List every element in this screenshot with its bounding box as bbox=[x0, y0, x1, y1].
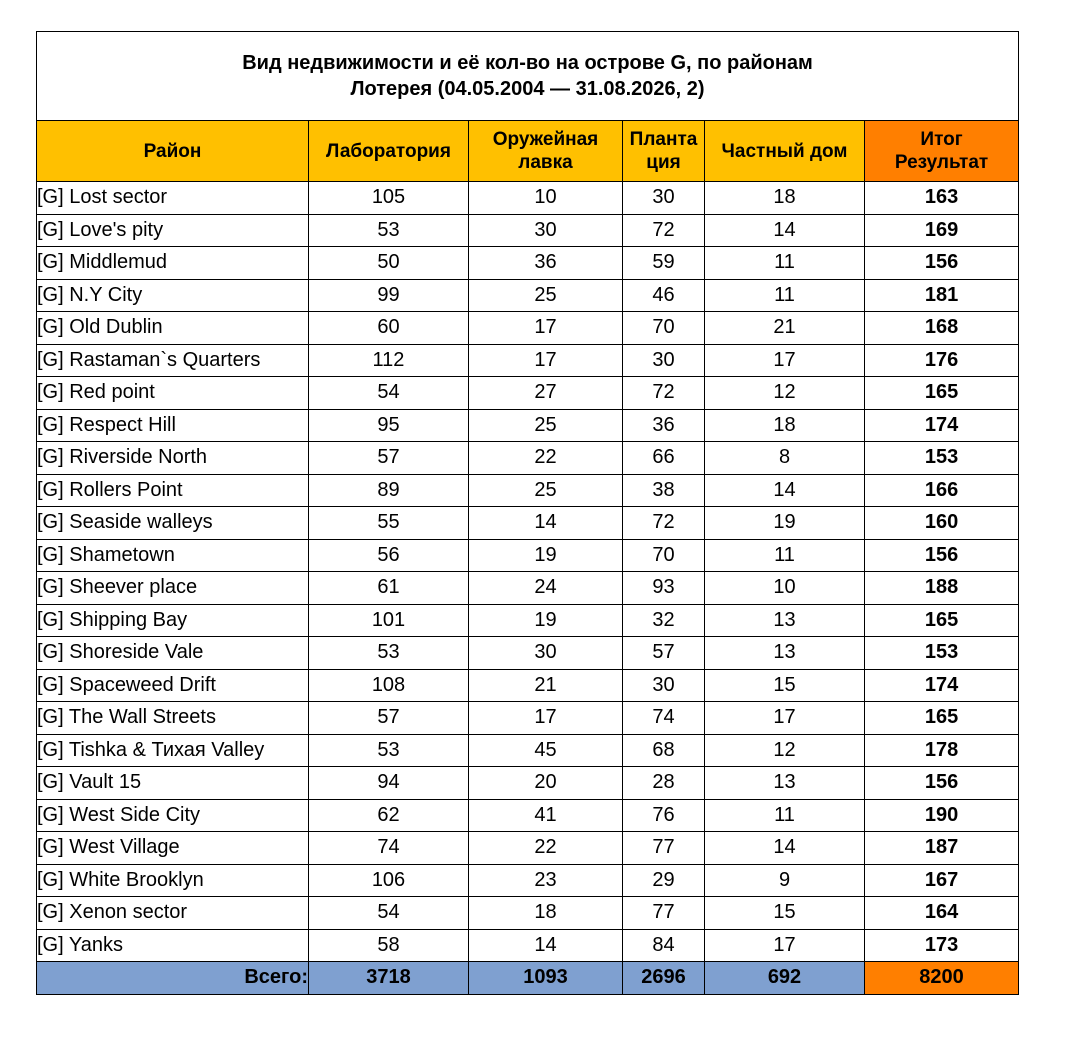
total-cell: 181 bbox=[865, 279, 1019, 312]
total-cell: 190 bbox=[865, 799, 1019, 832]
table-body bbox=[37, 182, 1019, 962]
gun-shop-cell: 24 bbox=[469, 572, 623, 605]
summary-plantation: 2696 bbox=[623, 962, 705, 995]
house-cell: 14 bbox=[705, 214, 865, 247]
total-cell: 174 bbox=[865, 409, 1019, 442]
table-row bbox=[37, 604, 1019, 637]
plantation-cell: 70 bbox=[623, 539, 705, 572]
house-cell: 11 bbox=[705, 799, 865, 832]
summary-lab: 3718 bbox=[309, 962, 469, 995]
district-cell: [G] Shametown bbox=[37, 539, 309, 572]
plantation-cell: 46 bbox=[623, 279, 705, 312]
table-row bbox=[37, 734, 1019, 767]
lab-cell: 55 bbox=[309, 507, 469, 540]
total-cell: 167 bbox=[865, 864, 1019, 897]
total-cell: 169 bbox=[865, 214, 1019, 247]
total-cell: 156 bbox=[865, 539, 1019, 572]
total-cell: 168 bbox=[865, 312, 1019, 345]
table-row bbox=[37, 702, 1019, 735]
gun-shop-cell: 14 bbox=[469, 929, 623, 962]
gun-shop-cell: 10 bbox=[469, 182, 623, 215]
total-cell: 178 bbox=[865, 734, 1019, 767]
lab-cell: 94 bbox=[309, 767, 469, 800]
total-cell: 176 bbox=[865, 344, 1019, 377]
house-cell: 17 bbox=[705, 344, 865, 377]
total-cell: 173 bbox=[865, 929, 1019, 962]
gun-shop-cell: 25 bbox=[469, 474, 623, 507]
column-header-lab: Лабоpатоpия bbox=[309, 121, 469, 182]
table-row bbox=[37, 312, 1019, 345]
district-cell: [G] Tishka & Тихая Valley bbox=[37, 734, 309, 767]
column-header-house: Частный дом bbox=[705, 121, 865, 182]
house-cell: 11 bbox=[705, 539, 865, 572]
table-row bbox=[37, 474, 1019, 507]
gun-shop-cell: 41 bbox=[469, 799, 623, 832]
plantation-cell: 32 bbox=[623, 604, 705, 637]
plantation-cell: 36 bbox=[623, 409, 705, 442]
table-row bbox=[37, 539, 1019, 572]
house-cell: 10 bbox=[705, 572, 865, 605]
plantation-cell: 72 bbox=[623, 377, 705, 410]
district-cell: [G] Old Dublin bbox=[37, 312, 309, 345]
lab-cell: 112 bbox=[309, 344, 469, 377]
district-cell: [G] Rollers Point bbox=[37, 474, 309, 507]
plantation-cell: 77 bbox=[623, 897, 705, 930]
district-cell: [G] Sheever place bbox=[37, 572, 309, 605]
table-row bbox=[37, 864, 1019, 897]
district-cell: [G] Vault 15 bbox=[37, 767, 309, 800]
plantation-cell: 28 bbox=[623, 767, 705, 800]
plantation-cell: 84 bbox=[623, 929, 705, 962]
total-cell: 165 bbox=[865, 377, 1019, 410]
summary-gun-shop: 1093 bbox=[469, 962, 623, 995]
house-cell: 12 bbox=[705, 734, 865, 767]
district-cell: [G] Yanks bbox=[37, 929, 309, 962]
lab-cell: 58 bbox=[309, 929, 469, 962]
plantation-cell: 74 bbox=[623, 702, 705, 735]
total-cell: 166 bbox=[865, 474, 1019, 507]
summary-row bbox=[37, 962, 1019, 995]
lab-cell: 108 bbox=[309, 669, 469, 702]
total-cell: 165 bbox=[865, 604, 1019, 637]
plantation-cell: 68 bbox=[623, 734, 705, 767]
plantation-cell: 72 bbox=[623, 507, 705, 540]
gun-shop-cell: 25 bbox=[469, 409, 623, 442]
table-row bbox=[37, 799, 1019, 832]
house-cell: 11 bbox=[705, 279, 865, 312]
house-cell: 15 bbox=[705, 669, 865, 702]
gun-shop-cell: 22 bbox=[469, 832, 623, 865]
gun-shop-cell: 22 bbox=[469, 442, 623, 475]
gun-shop-cell: 45 bbox=[469, 734, 623, 767]
table-row bbox=[37, 767, 1019, 800]
plantation-cell: 66 bbox=[623, 442, 705, 475]
lab-cell: 53 bbox=[309, 214, 469, 247]
gun-shop-cell: 30 bbox=[469, 214, 623, 247]
gun-shop-cell: 18 bbox=[469, 897, 623, 930]
district-cell: [G] Shipping Bay bbox=[37, 604, 309, 637]
lab-cell: 89 bbox=[309, 474, 469, 507]
total-cell: 153 bbox=[865, 442, 1019, 475]
district-cell: [G] West Side City bbox=[37, 799, 309, 832]
total-cell: 156 bbox=[865, 767, 1019, 800]
district-cell: [G] Xenon sector bbox=[37, 897, 309, 930]
gun-shop-cell: 19 bbox=[469, 604, 623, 637]
gun-shop-cell: 21 bbox=[469, 669, 623, 702]
house-cell: 18 bbox=[705, 182, 865, 215]
table-row bbox=[37, 929, 1019, 962]
table-row bbox=[37, 507, 1019, 540]
gun-shop-cell: 36 bbox=[469, 247, 623, 280]
table-row bbox=[37, 214, 1019, 247]
plantation-cell: 77 bbox=[623, 832, 705, 865]
plantation-cell: 30 bbox=[623, 669, 705, 702]
lab-cell: 60 bbox=[309, 312, 469, 345]
plantation-header-line-2: ция bbox=[646, 152, 681, 173]
house-cell: 12 bbox=[705, 377, 865, 410]
house-cell: 14 bbox=[705, 832, 865, 865]
total-cell: 187 bbox=[865, 832, 1019, 865]
plantation-cell: 29 bbox=[623, 864, 705, 897]
total-cell: 163 bbox=[865, 182, 1019, 215]
table-row bbox=[37, 377, 1019, 410]
total-cell: 188 bbox=[865, 572, 1019, 605]
lab-cell: 61 bbox=[309, 572, 469, 605]
title-line-2: Лотерея (04.05.2004 — 31.08.2026, 2) bbox=[350, 78, 705, 100]
plantation-cell: 38 bbox=[623, 474, 705, 507]
gun-shop-cell: 17 bbox=[469, 312, 623, 345]
house-cell: 8 bbox=[705, 442, 865, 475]
district-cell: [G] Rastaman`s Quarters bbox=[37, 344, 309, 377]
district-cell: [G] Respect Hill bbox=[37, 409, 309, 442]
summary-grand-total: 8200 bbox=[865, 962, 1019, 995]
column-header-district: Район bbox=[37, 121, 309, 182]
table-row bbox=[37, 247, 1019, 280]
table-row bbox=[37, 279, 1019, 312]
gun-shop-header-line-1: Оружейная bbox=[492, 129, 599, 150]
house-cell: 19 bbox=[705, 507, 865, 540]
district-cell: [G] White Brooklyn bbox=[37, 864, 309, 897]
plantation-cell: 70 bbox=[623, 312, 705, 345]
lab-cell: 62 bbox=[309, 799, 469, 832]
total-cell: 160 bbox=[865, 507, 1019, 540]
table-row bbox=[37, 182, 1019, 215]
house-cell: 18 bbox=[705, 409, 865, 442]
table-title bbox=[37, 32, 1019, 121]
table-row bbox=[37, 897, 1019, 930]
lab-cell: 74 bbox=[309, 832, 469, 865]
plantation-cell: 93 bbox=[623, 572, 705, 605]
lab-cell: 56 bbox=[309, 539, 469, 572]
house-cell: 13 bbox=[705, 767, 865, 800]
column-header-gun-shop bbox=[469, 121, 623, 182]
house-cell: 13 bbox=[705, 604, 865, 637]
plantation-cell: 59 bbox=[623, 247, 705, 280]
district-cell: [G] Shoreside Vale bbox=[37, 637, 309, 670]
column-header-plantation bbox=[623, 121, 705, 182]
gun-shop-cell: 17 bbox=[469, 344, 623, 377]
lab-cell: 99 bbox=[309, 279, 469, 312]
header-row bbox=[37, 121, 1019, 182]
lab-cell: 54 bbox=[309, 377, 469, 410]
district-cell: [G] Middlemud bbox=[37, 247, 309, 280]
gun-shop-header-line-2: лавка bbox=[518, 152, 573, 173]
house-cell: 17 bbox=[705, 929, 865, 962]
district-cell: [G] Red point bbox=[37, 377, 309, 410]
table-row bbox=[37, 832, 1019, 865]
house-cell: 9 bbox=[705, 864, 865, 897]
district-cell: [G] Seaside walleys bbox=[37, 507, 309, 540]
lab-cell: 57 bbox=[309, 702, 469, 735]
district-cell: [G] The Wall Streets bbox=[37, 702, 309, 735]
house-cell: 13 bbox=[705, 637, 865, 670]
gun-shop-cell: 20 bbox=[469, 767, 623, 800]
gun-shop-cell: 27 bbox=[469, 377, 623, 410]
house-cell: 14 bbox=[705, 474, 865, 507]
total-cell: 153 bbox=[865, 637, 1019, 670]
total-cell: 156 bbox=[865, 247, 1019, 280]
plantation-header-line-1: Планта bbox=[629, 129, 698, 150]
lab-cell: 53 bbox=[309, 637, 469, 670]
table-row bbox=[37, 669, 1019, 702]
total-header-line-2: Результат bbox=[894, 152, 989, 173]
table-row bbox=[37, 442, 1019, 475]
table-row bbox=[37, 572, 1019, 605]
plantation-cell: 30 bbox=[623, 344, 705, 377]
lab-cell: 101 bbox=[309, 604, 469, 637]
lab-cell: 57 bbox=[309, 442, 469, 475]
gun-shop-cell: 25 bbox=[469, 279, 623, 312]
district-cell: [G] Spaceweed Drift bbox=[37, 669, 309, 702]
lab-cell: 95 bbox=[309, 409, 469, 442]
house-cell: 11 bbox=[705, 247, 865, 280]
house-cell: 17 bbox=[705, 702, 865, 735]
property-table bbox=[36, 31, 1019, 995]
table-row bbox=[37, 344, 1019, 377]
total-cell: 164 bbox=[865, 897, 1019, 930]
lab-cell: 106 bbox=[309, 864, 469, 897]
district-cell: [G] Lost sector bbox=[37, 182, 309, 215]
plantation-cell: 72 bbox=[623, 214, 705, 247]
summary-house: 692 bbox=[705, 962, 865, 995]
lab-cell: 50 bbox=[309, 247, 469, 280]
title-line-1: Вид недвижимости и её кол-во на острове G, по районам bbox=[242, 52, 813, 74]
total-cell: 174 bbox=[865, 669, 1019, 702]
plantation-cell: 76 bbox=[623, 799, 705, 832]
plantation-cell: 30 bbox=[623, 182, 705, 215]
house-cell: 21 bbox=[705, 312, 865, 345]
gun-shop-cell: 23 bbox=[469, 864, 623, 897]
gun-shop-cell: 14 bbox=[469, 507, 623, 540]
title-row bbox=[37, 32, 1019, 121]
district-cell: [G] N.Y City bbox=[37, 279, 309, 312]
lab-cell: 54 bbox=[309, 897, 469, 930]
gun-shop-cell: 17 bbox=[469, 702, 623, 735]
total-header-line-1: Итог bbox=[920, 129, 963, 150]
table-row bbox=[37, 409, 1019, 442]
summary-label: Всего: bbox=[37, 962, 309, 995]
district-cell: [G] Love's pity bbox=[37, 214, 309, 247]
gun-shop-cell: 19 bbox=[469, 539, 623, 572]
district-cell: [G] West Village bbox=[37, 832, 309, 865]
district-cell: [G] Riverside North bbox=[37, 442, 309, 475]
column-header-total bbox=[865, 121, 1019, 182]
table-row bbox=[37, 637, 1019, 670]
plantation-cell: 57 bbox=[623, 637, 705, 670]
house-cell: 15 bbox=[705, 897, 865, 930]
lab-cell: 53 bbox=[309, 734, 469, 767]
lab-cell: 105 bbox=[309, 182, 469, 215]
total-cell: 165 bbox=[865, 702, 1019, 735]
gun-shop-cell: 30 bbox=[469, 637, 623, 670]
